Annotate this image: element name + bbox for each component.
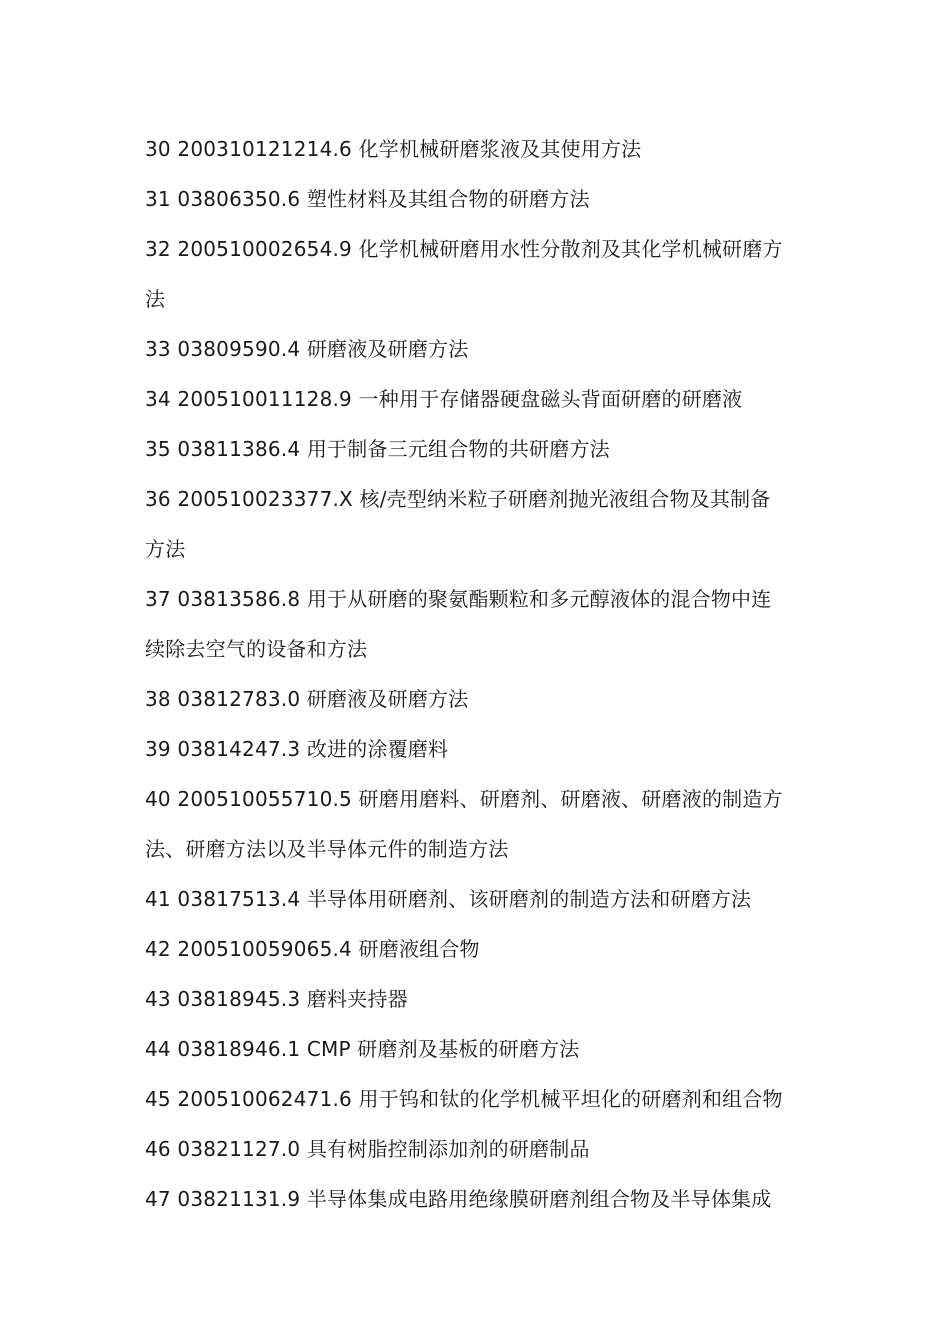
text-line: 35 03811386.4 用于制备三元组合物的共研磨方法 bbox=[145, 437, 610, 461]
text-line: 44 03818946.1 CMP 研磨剂及基板的研磨方法 bbox=[145, 1037, 580, 1061]
text-line: 38 03812783.0 研磨液及研磨方法 bbox=[145, 687, 469, 711]
text-line: 43 03818945.3 磨料夹持器 bbox=[145, 987, 408, 1011]
text-line: 方法 bbox=[145, 537, 186, 561]
text-line: 40 200510055710.5 研磨用磨料、研磨剂、研磨液、研磨液的制造方 bbox=[145, 787, 783, 811]
text-line: 34 200510011128.9 一种用于存储器硬盘磁头背面研磨的研磨液 bbox=[145, 387, 743, 411]
text-line: 法、研磨方法以及半导体元件的制造方法 bbox=[145, 837, 509, 861]
text-line: 45 200510062471.6 用于钨和钛的化学机械平坦化的研磨剂和组合物 bbox=[145, 1087, 783, 1111]
text-line: 39 03814247.3 改进的涂覆磨料 bbox=[145, 737, 449, 761]
text-line: 36 200510023377.X 核/壳型纳米粒子研磨剂抛光液组合物及其制备 bbox=[145, 487, 771, 511]
text-line: 30 200310121214.6 化学机械研磨浆液及其使用方法 bbox=[145, 137, 642, 161]
text-line: 46 03821127.0 具有树脂控制添加剂的研磨制品 bbox=[145, 1137, 590, 1161]
text-line: 续除去空气的设备和方法 bbox=[145, 637, 368, 661]
text-line: 法 bbox=[145, 287, 166, 311]
text-line: 33 03809590.4 研磨液及研磨方法 bbox=[145, 337, 469, 361]
text-line: 41 03817513.4 半导体用研磨剂、该研磨剂的制造方法和研磨方法 bbox=[145, 887, 752, 911]
text-line: 47 03821131.9 半导体集成电路用绝缘膜研磨剂组合物及半导体集成 bbox=[145, 1187, 772, 1211]
text-line: 31 03806350.6 塑性材料及其组合物的研磨方法 bbox=[145, 187, 590, 211]
text-line: 32 200510002654.9 化学机械研磨用水性分散剂及其化学机械研磨方 bbox=[145, 237, 783, 261]
text-line: 37 03813586.8 用于从研磨的聚氨酯颗粒和多元醇液体的混合物中连 bbox=[145, 587, 772, 611]
document-page bbox=[145, 124, 825, 1224]
text-line: 42 200510059065.4 研磨液组合物 bbox=[145, 937, 480, 961]
